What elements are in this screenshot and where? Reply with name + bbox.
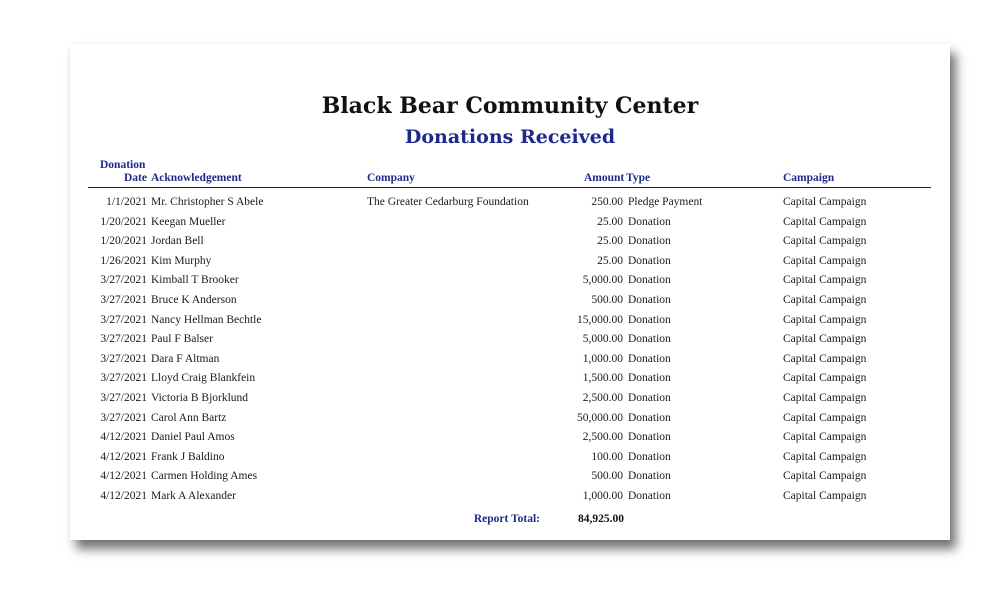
acknowledgement-cell: Carol Ann Bartz bbox=[151, 411, 227, 424]
report-total-label: Report Total: bbox=[473, 513, 540, 525]
acknowledgement-cell: Lloyd Craig Blankfein bbox=[151, 372, 256, 385]
acknowledgement-cell: Nancy Hellman Bechtle bbox=[151, 313, 262, 326]
table-row bbox=[70, 467, 950, 487]
report-subtitle: Donations Received bbox=[404, 126, 616, 148]
donation-date-cell: 4/12/2021 bbox=[100, 489, 147, 502]
donation-date-cell: 3/27/2021 bbox=[100, 333, 147, 346]
acknowledgement-cell: Mark A Alexander bbox=[151, 489, 236, 502]
table-row bbox=[70, 369, 950, 389]
amount-cell: 50,000.00 bbox=[577, 411, 623, 424]
type-cell: Donation bbox=[628, 489, 671, 502]
type-cell: Donation bbox=[628, 313, 671, 326]
table-row bbox=[70, 213, 950, 233]
amount-cell: 5,000.00 bbox=[582, 274, 623, 287]
donation-date-cell: 3/27/2021 bbox=[100, 391, 147, 404]
type-cell: Donation bbox=[628, 254, 671, 267]
type-cell: Donation bbox=[628, 274, 671, 287]
table-row bbox=[70, 487, 950, 507]
company-cell: The Greater Cedarburg Foundation bbox=[367, 196, 529, 208]
campaign-cell: Capital Campaign bbox=[783, 372, 867, 385]
amount-cell: 1,500.00 bbox=[582, 372, 623, 385]
report-title: Black Bear Community Center bbox=[321, 93, 699, 119]
type-cell: Donation bbox=[628, 352, 671, 365]
table-row bbox=[70, 428, 950, 448]
amount-cell: 1,000.00 bbox=[582, 352, 623, 365]
donation-rows bbox=[70, 193, 950, 507]
donation-date-cell: 4/12/2021 bbox=[100, 431, 147, 444]
acknowledgement-cell: Victoria B Bjorklund bbox=[151, 391, 249, 404]
donation-date-cell: 1/1/2021 bbox=[106, 196, 147, 208]
header-divider bbox=[88, 187, 931, 188]
type-cell: Pledge Payment bbox=[628, 196, 703, 208]
type-cell: Donation bbox=[628, 411, 671, 424]
table-row bbox=[70, 193, 950, 213]
donation-date-cell: 3/27/2021 bbox=[100, 293, 147, 306]
type-cell: Donation bbox=[628, 391, 671, 404]
amount-cell: 1,000.00 bbox=[582, 489, 623, 502]
amount-cell: 25.00 bbox=[597, 254, 623, 267]
table-row bbox=[70, 232, 950, 252]
acknowledgement-cell: Paul F Balser bbox=[151, 333, 213, 346]
donation-date-cell: 1/26/2021 bbox=[100, 254, 147, 267]
amount-cell: 2,500.00 bbox=[582, 431, 623, 444]
amount-cell: 250.00 bbox=[591, 196, 623, 208]
campaign-cell: Capital Campaign bbox=[783, 352, 867, 365]
acknowledgement-cell: Kim Murphy bbox=[151, 254, 212, 267]
table-row bbox=[70, 271, 950, 291]
campaign-cell: Capital Campaign bbox=[783, 411, 867, 424]
donation-date-cell: 3/27/2021 bbox=[100, 411, 147, 424]
donation-date-cell: 3/27/2021 bbox=[100, 313, 147, 326]
table-row bbox=[70, 311, 950, 331]
campaign-cell: Capital Campaign bbox=[783, 470, 867, 483]
campaign-cell: Capital Campaign bbox=[783, 450, 867, 463]
type-cell: Donation bbox=[628, 293, 671, 306]
column-header-type: Type bbox=[626, 172, 651, 184]
donation-date-cell: 1/20/2021 bbox=[100, 215, 147, 228]
acknowledgement-cell: Daniel Paul Amos bbox=[151, 431, 235, 444]
report-total-value: 84,925.00 bbox=[578, 513, 624, 525]
donation-date-cell: 4/12/2021 bbox=[100, 450, 147, 463]
amount-cell: 15,000.00 bbox=[577, 313, 623, 326]
table-row bbox=[70, 409, 950, 429]
campaign-cell: Capital Campaign bbox=[783, 313, 867, 326]
report-page bbox=[70, 44, 950, 540]
table-row bbox=[70, 350, 950, 370]
acknowledgement-cell: Dara F Altman bbox=[151, 352, 220, 365]
column-header-company: Company bbox=[367, 172, 415, 184]
campaign-cell: Capital Campaign bbox=[783, 196, 867, 208]
type-cell: Donation bbox=[628, 235, 671, 248]
amount-cell: 500.00 bbox=[591, 470, 623, 483]
campaign-cell: Capital Campaign bbox=[783, 274, 867, 287]
campaign-cell: Capital Campaign bbox=[783, 254, 867, 267]
table-row bbox=[70, 330, 950, 350]
acknowledgement-cell: Mr. Christopher S Abele bbox=[151, 196, 264, 208]
column-header-campaign: Campaign bbox=[783, 172, 835, 184]
amount-cell: 25.00 bbox=[597, 215, 623, 228]
amount-cell: 100.00 bbox=[591, 450, 623, 463]
acknowledgement-cell: Carmen Holding Ames bbox=[151, 470, 258, 483]
amount-cell: 5,000.00 bbox=[582, 333, 623, 346]
table-row bbox=[70, 291, 950, 311]
campaign-cell: Capital Campaign bbox=[783, 215, 867, 228]
campaign-cell: Capital Campaign bbox=[783, 293, 867, 306]
acknowledgement-cell: Frank J Baldino bbox=[151, 450, 225, 463]
donation-date-cell: 3/27/2021 bbox=[100, 352, 147, 365]
campaign-cell: Capital Campaign bbox=[783, 235, 867, 248]
donation-date-cell: 3/27/2021 bbox=[100, 372, 147, 385]
acknowledgement-cell: Keegan Mueller bbox=[151, 215, 226, 228]
acknowledgement-cell: Bruce K Anderson bbox=[151, 293, 237, 306]
type-cell: Donation bbox=[628, 215, 671, 228]
column-header-acknowledgement: Acknowledgement bbox=[151, 172, 242, 184]
type-cell: Donation bbox=[628, 470, 671, 483]
column-header-amount: Amount bbox=[584, 172, 625, 184]
donation-date-cell: 1/20/2021 bbox=[100, 235, 147, 248]
donation-date-cell: 3/27/2021 bbox=[100, 274, 147, 287]
table-row bbox=[70, 252, 950, 272]
acknowledgement-cell: Kimball T Brooker bbox=[151, 274, 239, 287]
amount-cell: 25.00 bbox=[597, 235, 623, 248]
type-cell: Donation bbox=[628, 333, 671, 346]
campaign-cell: Capital Campaign bbox=[783, 391, 867, 404]
type-cell: Donation bbox=[628, 372, 671, 385]
campaign-cell: Capital Campaign bbox=[783, 431, 867, 444]
donation-date-cell: 4/12/2021 bbox=[100, 470, 147, 483]
campaign-cell: Capital Campaign bbox=[783, 333, 867, 346]
column-header-date-line1: Donation bbox=[100, 159, 146, 171]
amount-cell: 2,500.00 bbox=[582, 391, 623, 404]
amount-cell: 500.00 bbox=[591, 293, 623, 306]
column-header-date-line2: Date bbox=[124, 172, 147, 184]
type-cell: Donation bbox=[628, 431, 671, 444]
campaign-cell: Capital Campaign bbox=[783, 489, 867, 502]
table-row bbox=[70, 448, 950, 468]
table-row bbox=[70, 389, 950, 409]
type-cell: Donation bbox=[628, 450, 671, 463]
acknowledgement-cell: Jordan Bell bbox=[151, 235, 204, 248]
